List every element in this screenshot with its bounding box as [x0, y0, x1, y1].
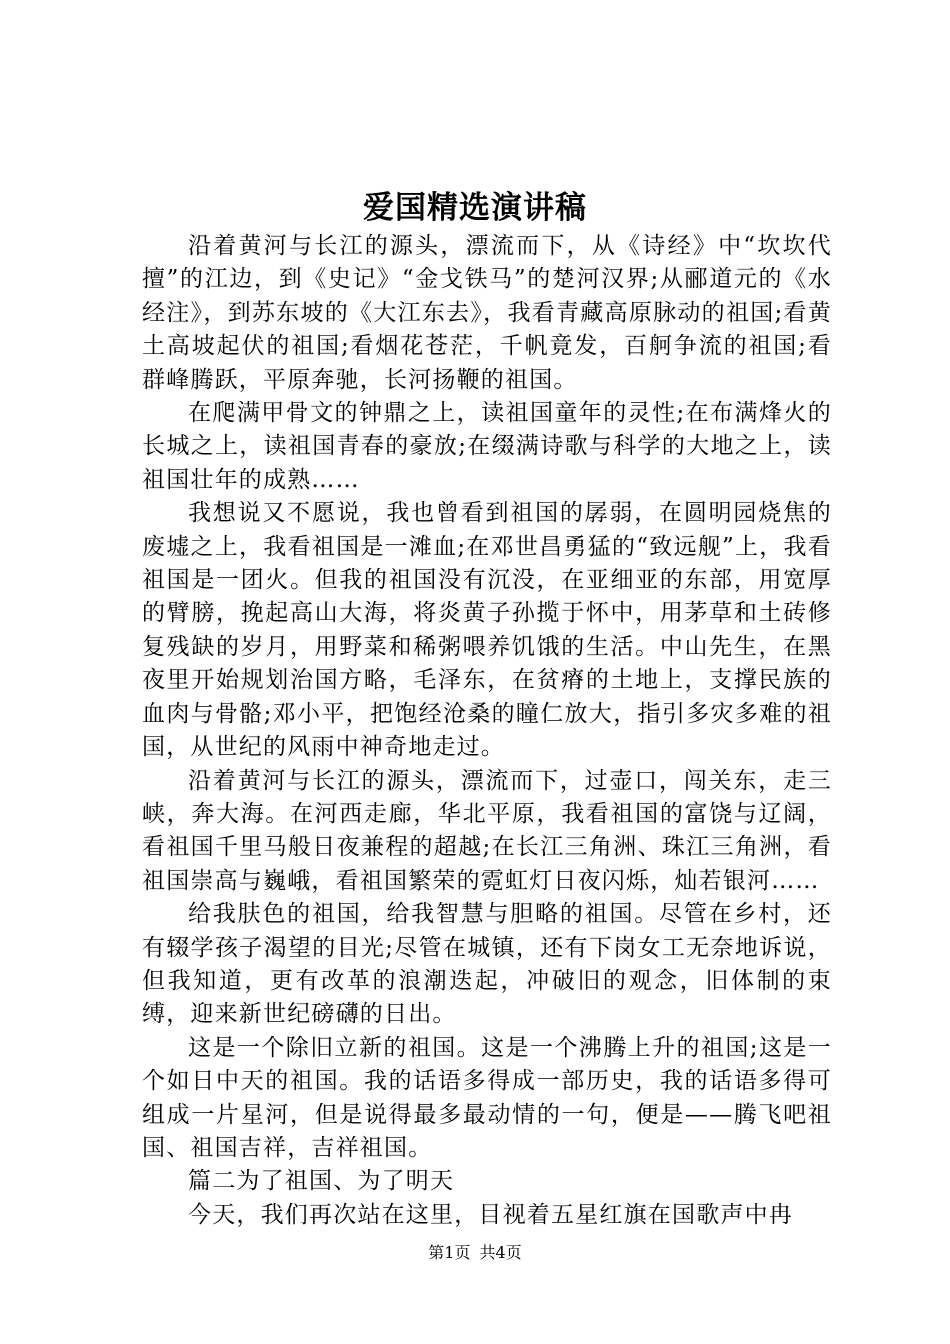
paragraph: 在爬满甲骨文的钟鼎之上，读祖国童年的灵性;在布满烽火的长城之上，读祖国青春的豪放;在缀满诗歌与科学的大地之上，读祖国壮年的成熟…… — [142, 400, 832, 493]
page-number: 第1页 — [428, 1243, 471, 1262]
paragraph: 沿着黄河与长江的源头，漂流而下，从《诗经》中“坎坎代擅”的江边，到《史记》“金戈铁马”的楚河汉界;从郦道元的《水经注》，到苏东坡的《大江东去》，我看青藏高原脉动的祖国;看黄土高坡起伏的祖国;看烟花苍茫，千帆竟发，百舸争流的祖国;看群峰腾跃，平原奔驰，长河扬鞭的祖国。 — [142, 233, 832, 393]
paragraph: 给我肤色的祖国，给我智慧与胆略的祖国。尽管在乡村，还有辍学孩子渴望的目光;尽管在城镇，还有下岗女工无奈地诉说，但我知道，更有改革的浪潮迭起，冲破旧的观念，旧体制的束缚，迎来新世纪磅礴的日出。 — [142, 901, 832, 1028]
paragraph: 沿着黄河与长江的源头，漂流而下，过壶口，闯关东，走三峡，奔大海。在河西走廊，华北平原，我看祖国的富饶与辽阔，看祖国千里马般日夜兼程的超越;在长江三角洲、珠江三角洲，看祖国崇高与巍峨，看祖国繁荣的霓虹灯日夜闪烁，灿若银河…… — [142, 767, 832, 894]
section-heading: 篇二为了祖国、为了明天 — [188, 1168, 455, 1195]
paragraph: 这是一个除旧立新的祖国。这是一个沸腾上升的祖国;这是一个如日中天的祖国。我的话语多得成一部历史，我的话语多得可组成一片星河，但是说得最多最动情的一句，便是——腾飞吧祖国、祖国吉祥，吉祥祖国。 — [142, 1034, 832, 1161]
document-body — [142, 230, 832, 1232]
document-title: 爱国精选演讲稿 — [363, 190, 587, 226]
paragraph: 今天，我们再次站在这里，目视着五星红旗在国歌声中冉 — [188, 1201, 793, 1228]
page-footer — [0, 1242, 950, 1264]
page-total: 共4页 — [479, 1243, 522, 1262]
paragraph: 我想说又不愿说，我也曾看到祖国的孱弱，在圆明园烧焦的废墟之上，我看祖国是一滩血;在邓世昌勇猛的“致远舰”上，我看祖国是一团火。但我的祖国没有沉没，在亚细亚的东部，用宽厚的臂膀，挽起高山大海，将炎黄子孙揽于怀中，用茅草和土砖修复残缺的岁月，用野菜和稀粥喂养饥饿的生活。中山先生，在黑夜里开始规划治国方略，毛泽东，在贫瘠的土地上，支撑民族的血肉与骨骼;邓小平，把饱经沧桑的瞳仁放大，指引多灾多难的祖国，从世纪的风雨中神奇地走过。 — [142, 500, 832, 761]
